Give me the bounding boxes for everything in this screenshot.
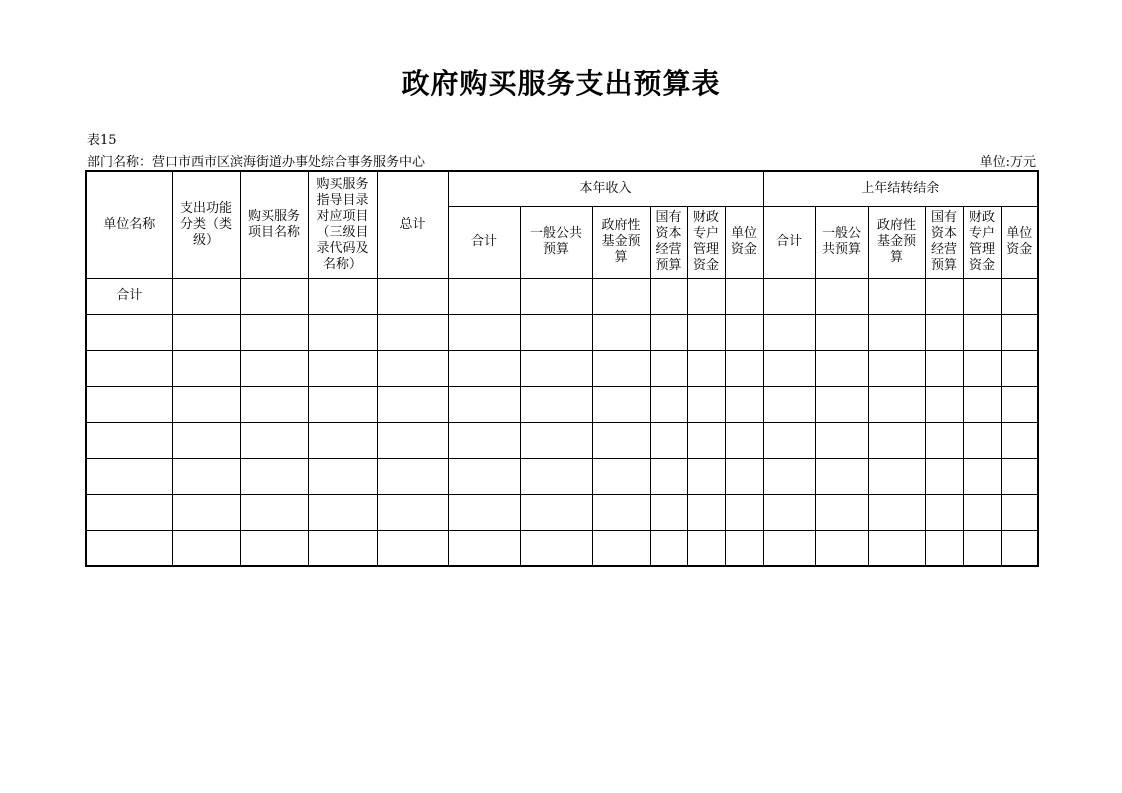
table-row (86, 278, 1038, 314)
table-cell[interactable] (687, 422, 725, 458)
table-cell[interactable] (963, 386, 1001, 422)
table-cell[interactable] (815, 458, 868, 494)
table-cell[interactable] (650, 314, 687, 350)
page-title: 政府购买服务支出预算表 (401, 67, 721, 100)
row-unit-name-cell[interactable] (86, 494, 172, 530)
table-cell[interactable] (687, 386, 725, 422)
header-ci-unit-funds: 单位资金 (725, 206, 763, 278)
table-cell[interactable] (815, 278, 868, 314)
row-unit-name-cell[interactable] (86, 314, 172, 350)
header-ci-general-budget: 一般公共预算 (520, 206, 592, 278)
table-cell[interactable] (592, 314, 650, 350)
table-cell[interactable] (815, 350, 868, 386)
table-cell[interactable] (687, 458, 725, 494)
table-cell[interactable] (592, 530, 650, 566)
table-cell[interactable] (763, 314, 815, 350)
table-number: 表15 (87, 133, 117, 148)
header-carryover: 上年结转结余 (763, 171, 1038, 206)
table-cell[interactable] (308, 350, 377, 386)
table-cell[interactable] (868, 530, 925, 566)
table-cell[interactable] (868, 458, 925, 494)
table-cell[interactable] (172, 530, 240, 566)
table-cell[interactable] (1001, 278, 1038, 314)
table-cell[interactable] (448, 386, 520, 422)
table-cell[interactable] (687, 350, 725, 386)
table-cell[interactable] (1001, 314, 1038, 350)
table-cell[interactable] (172, 458, 240, 494)
table-row (86, 350, 1038, 386)
table-cell[interactable] (377, 386, 448, 422)
table-cell[interactable] (520, 422, 592, 458)
table-cell[interactable] (448, 422, 520, 458)
table-cell[interactable] (963, 314, 1001, 350)
table-cell[interactable] (592, 458, 650, 494)
table-cell[interactable] (687, 494, 725, 530)
table-cell[interactable] (815, 386, 868, 422)
table-cell[interactable] (650, 350, 687, 386)
department-name: 部门名称：营口市西市区滨海街道办事处综合事务服务中心 (87, 155, 426, 170)
table-cell[interactable] (868, 314, 925, 350)
table-cell[interactable] (172, 350, 240, 386)
table-cell[interactable] (725, 278, 763, 314)
table-cell[interactable] (963, 422, 1001, 458)
header-function-class: 支出功能分类（类级） (172, 171, 240, 278)
table-cell[interactable] (377, 458, 448, 494)
header-co-general-budget: 一般公共预算 (815, 206, 868, 278)
table-cell[interactable] (448, 530, 520, 566)
row-unit-name-cell[interactable] (86, 530, 172, 566)
table-cell[interactable] (815, 494, 868, 530)
table-cell[interactable] (925, 278, 963, 314)
table-cell[interactable] (240, 350, 308, 386)
table-cell[interactable] (725, 422, 763, 458)
header-co-unit-funds: 单位资金 (1001, 206, 1038, 278)
table-row (86, 314, 1038, 350)
table-cell[interactable] (725, 350, 763, 386)
table-cell[interactable] (172, 386, 240, 422)
table-cell[interactable] (725, 494, 763, 530)
table-cell[interactable] (520, 314, 592, 350)
table-cell[interactable] (592, 350, 650, 386)
table-cell[interactable] (308, 422, 377, 458)
table-cell[interactable] (650, 530, 687, 566)
table-cell[interactable] (925, 314, 963, 350)
table-cell[interactable] (240, 494, 308, 530)
table-cell[interactable] (925, 494, 963, 530)
row-unit-name-cell[interactable] (86, 386, 172, 422)
header-ci-special-account: 财政专户管理资金 (687, 206, 725, 278)
table-cell[interactable] (763, 386, 815, 422)
table-cell[interactable] (592, 278, 650, 314)
table-cell[interactable] (1001, 350, 1038, 386)
table-cell[interactable] (172, 422, 240, 458)
header-catalog: 购买服务指导目录对应项目（三级目录代码及名称） (308, 171, 377, 278)
table-cell[interactable] (172, 494, 240, 530)
table-cell[interactable] (687, 314, 725, 350)
header-unit-name: 单位名称 (86, 171, 172, 278)
row-unit-name-cell[interactable]: 合计 (86, 278, 172, 314)
table-cell[interactable] (763, 494, 815, 530)
table-cell[interactable] (308, 530, 377, 566)
table-cell[interactable] (448, 458, 520, 494)
table-cell[interactable] (520, 530, 592, 566)
table-cell[interactable] (1001, 530, 1038, 566)
table-cell[interactable] (815, 422, 868, 458)
table-cell[interactable] (963, 530, 1001, 566)
table-cell[interactable] (592, 386, 650, 422)
table-cell[interactable] (172, 314, 240, 350)
header-ci-total: 合计 (448, 206, 520, 278)
table-cell[interactable] (650, 278, 687, 314)
table-cell[interactable] (925, 350, 963, 386)
table-cell[interactable] (963, 458, 1001, 494)
row-unit-name-cell[interactable] (86, 422, 172, 458)
table-cell[interactable] (963, 350, 1001, 386)
table-cell[interactable] (377, 278, 448, 314)
table-row (86, 458, 1038, 494)
table-cell[interactable] (925, 386, 963, 422)
table-cell[interactable] (520, 458, 592, 494)
table-cell[interactable] (725, 314, 763, 350)
table-cell[interactable] (868, 278, 925, 314)
table-cell[interactable] (308, 494, 377, 530)
unit-label: 单位:万元 (979, 155, 1036, 170)
table-cell[interactable] (448, 278, 520, 314)
table-cell[interactable] (240, 386, 308, 422)
table-cell[interactable] (725, 458, 763, 494)
table-cell[interactable] (815, 530, 868, 566)
header-total: 总计 (377, 171, 448, 278)
header-co-fund-budget: 政府性基金预算 (868, 206, 925, 278)
table-cell[interactable] (650, 422, 687, 458)
table-cell[interactable] (925, 422, 963, 458)
table-cell[interactable] (172, 278, 240, 314)
table-row (86, 422, 1038, 458)
table-cell[interactable] (377, 314, 448, 350)
header-service-item: 购买服务项目名称 (240, 171, 308, 278)
table-cell[interactable] (1001, 458, 1038, 494)
table-cell[interactable] (868, 386, 925, 422)
table-cell[interactable] (592, 494, 650, 530)
table-cell[interactable] (592, 422, 650, 458)
table-cell[interactable] (308, 458, 377, 494)
table-cell[interactable] (308, 314, 377, 350)
header-co-total: 合计 (763, 206, 815, 278)
table-cell[interactable] (240, 530, 308, 566)
table-cell[interactable] (963, 278, 1001, 314)
row-unit-name-cell[interactable] (86, 458, 172, 494)
table-cell[interactable] (240, 314, 308, 350)
table-cell[interactable] (925, 458, 963, 494)
table-cell[interactable] (763, 350, 815, 386)
table-cell[interactable] (520, 278, 592, 314)
table-cell[interactable] (763, 278, 815, 314)
table-cell[interactable] (377, 350, 448, 386)
table-cell[interactable] (377, 530, 448, 566)
table-cell[interactable] (520, 350, 592, 386)
table-cell[interactable] (650, 458, 687, 494)
table-cell[interactable] (240, 278, 308, 314)
table-cell[interactable] (763, 422, 815, 458)
table-cell[interactable] (815, 314, 868, 350)
table-cell[interactable] (308, 386, 377, 422)
table-cell[interactable] (687, 530, 725, 566)
table-cell[interactable] (1001, 422, 1038, 458)
table-cell[interactable] (650, 494, 687, 530)
table-cell[interactable] (377, 422, 448, 458)
table-row (86, 530, 1038, 566)
budget-table (85, 170, 1039, 567)
table-cell[interactable] (1001, 386, 1038, 422)
header-co-capital-budget: 国有资本经营预算 (925, 206, 963, 278)
table-row (86, 494, 1038, 530)
table-cell[interactable] (963, 494, 1001, 530)
table-cell[interactable] (520, 494, 592, 530)
table-cell[interactable] (687, 278, 725, 314)
table-cell[interactable] (868, 350, 925, 386)
table-cell[interactable] (1001, 494, 1038, 530)
table-cell[interactable] (763, 530, 815, 566)
table-cell[interactable] (240, 422, 308, 458)
table-cell[interactable] (448, 494, 520, 530)
table-cell[interactable] (868, 494, 925, 530)
table-cell[interactable] (925, 530, 963, 566)
header-current-income: 本年收入 (448, 171, 763, 206)
table-cell[interactable] (725, 530, 763, 566)
table-cell[interactable] (763, 458, 815, 494)
header-co-special-account: 财政专户管理资金 (963, 206, 1001, 278)
header-ci-capital-budget: 国有资本经营预算 (650, 206, 687, 278)
table-cell[interactable] (868, 422, 925, 458)
table-cell[interactable] (448, 350, 520, 386)
row-unit-name-cell[interactable] (86, 350, 172, 386)
header-ci-fund-budget: 政府性基金预算 (592, 206, 650, 278)
table-row (86, 386, 1038, 422)
table-cell[interactable] (377, 494, 448, 530)
table-cell[interactable] (725, 386, 763, 422)
table-cell[interactable] (240, 458, 308, 494)
table-cell[interactable] (448, 314, 520, 350)
table-cell[interactable] (308, 278, 377, 314)
table-cell[interactable] (520, 386, 592, 422)
table-cell[interactable] (650, 386, 687, 422)
